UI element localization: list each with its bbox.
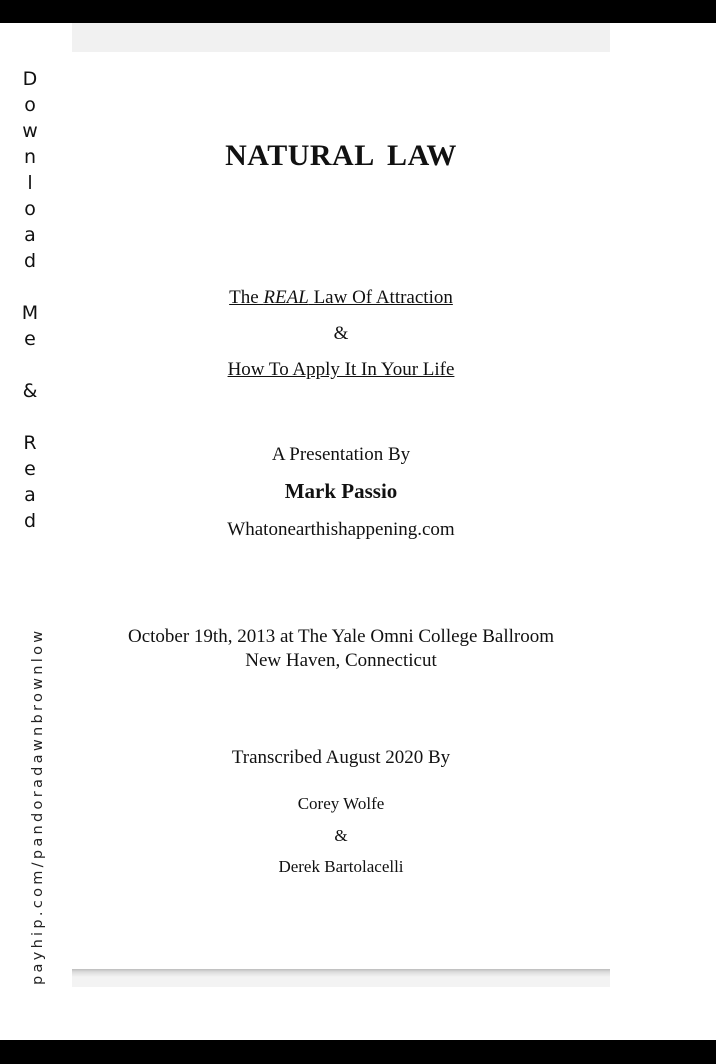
subtitle-line-1 (72, 287, 610, 309)
document-page (72, 23, 610, 987)
top-black-bar (0, 0, 716, 23)
side-letter: d (23, 510, 37, 532)
side-letter: w (22, 120, 38, 142)
transcribed-line: Transcribed August 2020 By (231, 747, 451, 768)
subtitle-line-2-text: How To Apply It In Your Life (227, 359, 455, 380)
presentation-by: A Presentation By (271, 444, 411, 465)
transcriber-1: Corey Wolfe (297, 794, 385, 813)
author-name: Mark Passio (284, 479, 398, 503)
subtitle-text: The (229, 287, 264, 308)
vertical-url-link[interactable]: payhip.com/pandoradawnbrownlow (30, 627, 46, 985)
bottom-black-bar (0, 1040, 716, 1064)
document-title: NATURAL LAW (225, 139, 457, 172)
location-line: New Haven, Connecticut (245, 650, 437, 671)
side-letter: D (22, 68, 38, 90)
subtitle-ampersand: & (333, 323, 349, 344)
side-letter: d (23, 250, 37, 272)
side-letter: R (23, 432, 37, 454)
side-letter: & (22, 380, 38, 402)
side-letter: M (21, 302, 39, 324)
subtitle-emphasis: REAL (263, 287, 309, 308)
side-letter: a (24, 484, 36, 506)
transcriber-2: Derek Bartolacelli (278, 857, 404, 876)
side-letter: n (23, 146, 37, 168)
side-letter: o (24, 94, 36, 116)
transcriber-ampersand: & (334, 826, 348, 845)
side-letter: a (24, 224, 36, 246)
vertical-download-text (18, 66, 42, 534)
side-letter: e (24, 458, 36, 480)
page-top-strip (72, 23, 610, 52)
side-letter: o (24, 198, 36, 220)
website-text: Whatonearthishappening.com (227, 519, 455, 540)
side-letter: e (24, 328, 36, 350)
date-line: October 19th, 2013 at The Yale Omni College Ballroom (127, 626, 555, 647)
side-letter: l (27, 172, 33, 194)
subtitle-line-2 (72, 359, 610, 381)
subtitle-text: Law Of Attraction (308, 287, 453, 308)
page-bottom-shadow (72, 969, 610, 987)
